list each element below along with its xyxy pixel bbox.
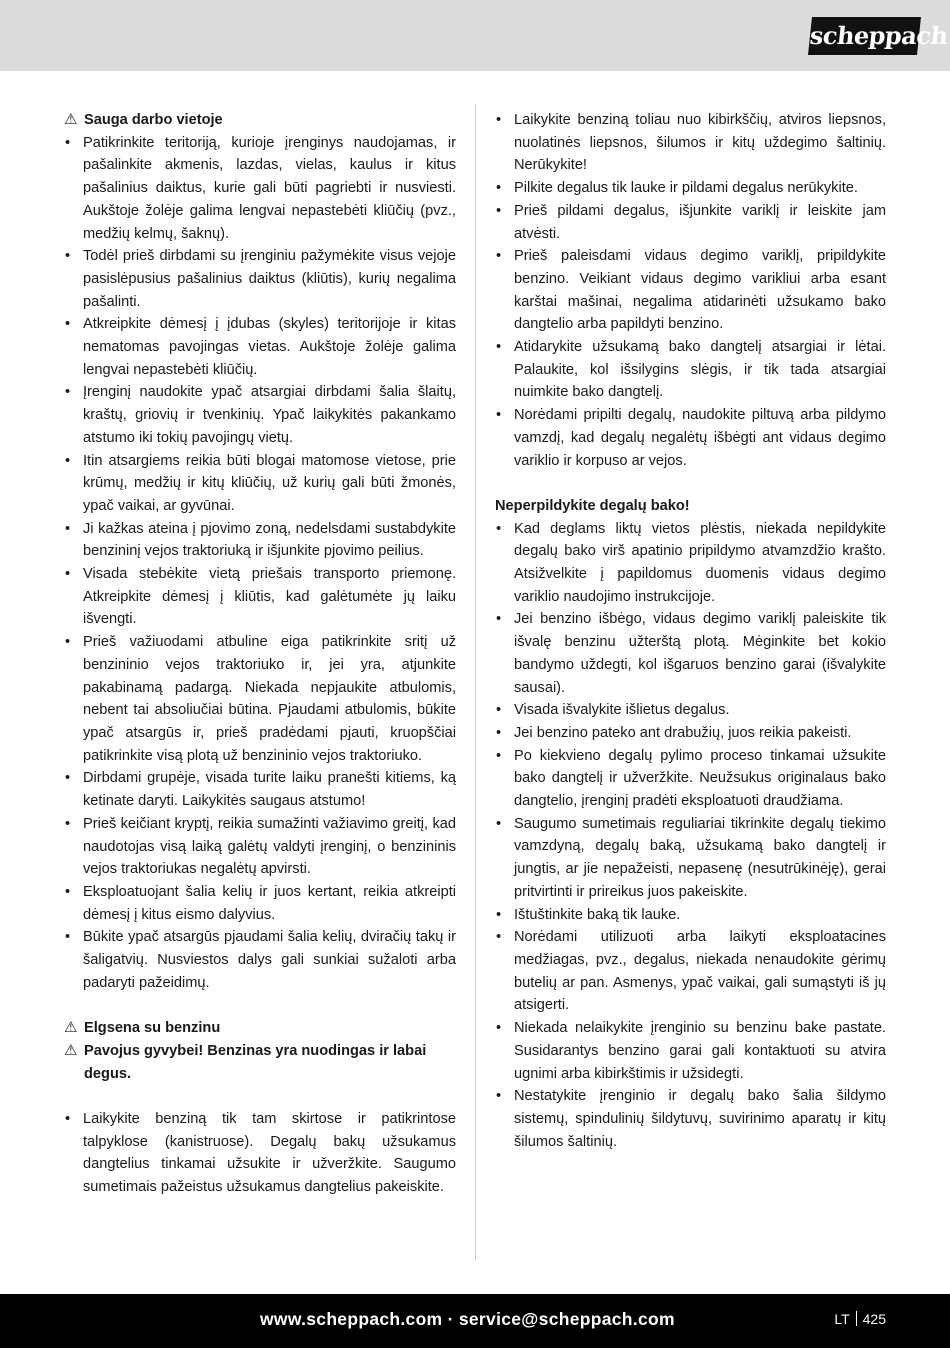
list-item: • Dirbdami grupėje, visada turite laiku pranešti kitiems, ką ketinate daryti. Laikykitės saugaus atstumo! (64, 767, 456, 812)
list-item: • Saugumo sumetimais reguliariai tikrinkite degalų tiekimo vamzdyną, degalų baką, užsukamą bako dangtelį ir jungtis, ar jie nepažeisti, nepasenę (nesutrūkinėję), gerai pritvirtinti ir prireikus juos pakeiskite. (495, 813, 886, 904)
list-item: • Po kiekvieno degalų pylimo proceso tinkamai užsukite bako dangtelį ir užveržkite. Neužsukus originalaus bako dangtelio, įrenginį pradėti eksploatuoti draudžiama. (495, 745, 886, 813)
list-item: • Norėdami pripilti degalų, naudokite piltuvą arba pildymo vamzdį, kad degalų negalėtų išbėgti ant vidaus degimo variklio ir korpuso ar vejos. (495, 404, 886, 472)
column-divider (475, 104, 476, 1260)
left-column (64, 109, 456, 1199)
warning-triangle-icon: ⚠ (64, 1019, 78, 1037)
list-item: • Prieš pildami degalus, išjunkite variklį ir leiskite jam atvėsti. (495, 200, 886, 245)
list-item: • Eksploatuojant šalia kelių ir juos kertant, reikia atkreipti dėmesį į kitus eismo dalyvius. (64, 881, 456, 926)
warning-triangle-icon: ⚠ (64, 111, 78, 128)
section-heading-petrol-handling: ⚠ Elgsena su benzinu (64, 1017, 456, 1040)
warning-triangle-icon: ⚠ (64, 1041, 78, 1059)
list-item: • Jei benzino išbėgo, vidaus degimo variklį paleiskite tik išvalę benzinu užterštą plotą. Mėginkite bet kokio bandymo uždegti, kol išgaruos benzino garai (išvalykite sausai). (495, 608, 886, 699)
list-item: • Pilkite degalus tik lauke ir pildami degalus nerūkykite. (495, 177, 886, 200)
petrol-handling-list-continued (495, 109, 886, 472)
list-item: • Prieš važiuodami atbuline eiga patikrinkite sritį už benzininio vejos traktoriuko ir, jei yra, atjunkite pakabinamą padargą. Niekada nepjaukite atbulomis, nebent tai absoliučiai būtina. Pjaudami atbulomis, būkite ypač atsargūs ir, prieš pradėdami pjauti, kruopščiai patikrinkite visą plotą už benzininio vejos traktoriuko. (64, 631, 456, 767)
list-item: • Kad deglams liktų vietos plėstis, niekada nepildykite degalų bako virš apatinio pripildymo atvamzdžio krašto. Atsižvelkite į papildomus duomenis vidaus degimo variklio naudojimo instrukcijoje. (495, 518, 886, 609)
do-not-overfill-list (495, 518, 886, 1154)
list-item: • Nestatykite įrenginio ir degalų bako šalia šildymo sistemų, spindulinių šildytuvų, suvirinimo aparatų ir kitų šilumos šaltinių. (495, 1085, 886, 1153)
workplace-safety-list (64, 132, 456, 995)
list-item: • Niekada nelaikykite įrenginio su benzinu bake pastate. Susidarantys benzino garai gali kontaktuoti su atvira ugnimi arba kibirkštimis ir užsidegti. (495, 1017, 886, 1085)
list-item: • Jei benzino pateko ant drabužių, juos reikia pakeisti. (495, 722, 886, 745)
list-item: • Laikykite benziną toliau nuo kibirkščių, atviros liepsnos, nuolatinės liepsnos, šilumos ir kitų uždegimo šaltinių. Nerūkykite! (495, 109, 886, 177)
list-item: • Norėdami utilizuoti arba laikyti eksploatacines medžiagas, pvz., degalus, niekada nenaudokite gėrimų butelių ar pan. Asmenys, ypač vaikai, gali sumąstyti iš jų atsigerti. (495, 926, 886, 1017)
list-item: • Todėl prieš dirbdami su įrenginiu pažymėkite visus vejoje pasislėpusius pašalinius daiktus (kliūtis), kurių negalima pašalinti. (64, 245, 456, 313)
list-item: • Laikykite benziną tik tam skirtose ir patikrintose talpyklose (kanistruose). Degalų bakų užsukamus dangtelius tinkamai užsukite ir užveržkite. Saugumo sumetimais pažeistus užsukamus dangtelius pakeiskite. (64, 1108, 456, 1199)
list-item: • Įrenginį naudokite ypač atsargiai dirbdami šalia šlaitų, kraštų, griovių ir tvenkinių. Ypač laikykitės pakankamo atstumo iki tokių pavojingų vietų. (64, 381, 456, 449)
list-item: • Atkreipkite dėmesį į įdubas (skyles) teritorijoje ir kitas nematomas pavojingas vietas. Aukštoje žolėje galima lengvai nepastebėti kliūčių. (64, 313, 456, 381)
brand-logo: scheppach (808, 17, 921, 55)
right-column (495, 109, 886, 1153)
petrol-handling-list (64, 1108, 456, 1199)
list-item: • Ji kažkas ateina į pjovimo zoną, nedelsdami sustabdykite benzininį vejos traktoriuką ir išjunkite pjovimo peilius. (64, 518, 456, 563)
list-item: • Atidarykite užsukamą bako dangtelį atsargiai ir lėtai. Palaukite, kol išsilygins slėgis, ir tik tada atsargiai nuimkite bako dangtelį. (495, 336, 886, 404)
footer-contact[interactable]: www.scheppach.com · service@scheppach.com (260, 1309, 675, 1329)
list-item: • Visada stebėkite vietą priešais transporto priemonę. Atkreipkite dėmesį į kliūtis, kad galėtumėte jų laiku išvengti. (64, 563, 456, 631)
list-item: • Patikrinkite teritoriją, kurioje įrenginys naudojamas, ir pašalinkite akmenis, lazdas, vielas, kaulus ir kitus pašalinius daiktus, kurie gali būti pagriebti ir nusviesti. Aukštoje žolėje galima lengvai nepastebėti kliūčių (pvz., medžių kelmų, šaknų). (64, 132, 456, 246)
page-number: 425 (862, 1311, 886, 1327)
page-footer (0, 1294, 950, 1348)
list-item: • Ištuštinkite baką tik lauke. (495, 904, 886, 927)
section-heading-workplace-safety: ⚠ Sauga darbo vietoje (64, 109, 456, 132)
language-code: LT (834, 1311, 850, 1327)
page-header (0, 0, 950, 71)
list-item: • Prieš keičiant kryptį, reikia sumažinti važiavimo greitį, kad naudotojas visą laiką galėtų valdyti įrenginį, o benzininis vejos traktoriukas negalėtų apvirsti. (64, 813, 456, 881)
list-item: • Visada išvalykite išlietus degalus. (495, 699, 886, 722)
separator (856, 1311, 857, 1326)
section-subheading-danger: ⚠ Pavojus gyvybei! Benzinas yra nuodingas ir labai degus. (64, 1041, 427, 1082)
list-item: • Būkite ypač atsargūs pjaudami šalia kelių, dviračių takų ir šaligatvių. Nusviestos dalys gali sunkiai sužaloti arba padaryti pažeidimų. (64, 926, 456, 994)
page-number-block (834, 1294, 886, 1344)
list-item: • Itin atsargiems reikia būti blogai matomose vietose, prie krūmų, medžių ir kitų kliūčių, už kurių gali būti žmonės, ypač vaikai, ar gyvūnai. (64, 450, 456, 518)
section-heading-do-not-overfill: Neperpildykite degalų bako! (495, 497, 690, 514)
list-item: • Prieš paleisdami vidaus degimo variklį, pripildykite benzino. Veikiant vidaus degimo varikliui arba esant karštai mašinai, negalima atidarinėti užsukamo bako dangtelio arba papildyti benzino. (495, 245, 886, 336)
